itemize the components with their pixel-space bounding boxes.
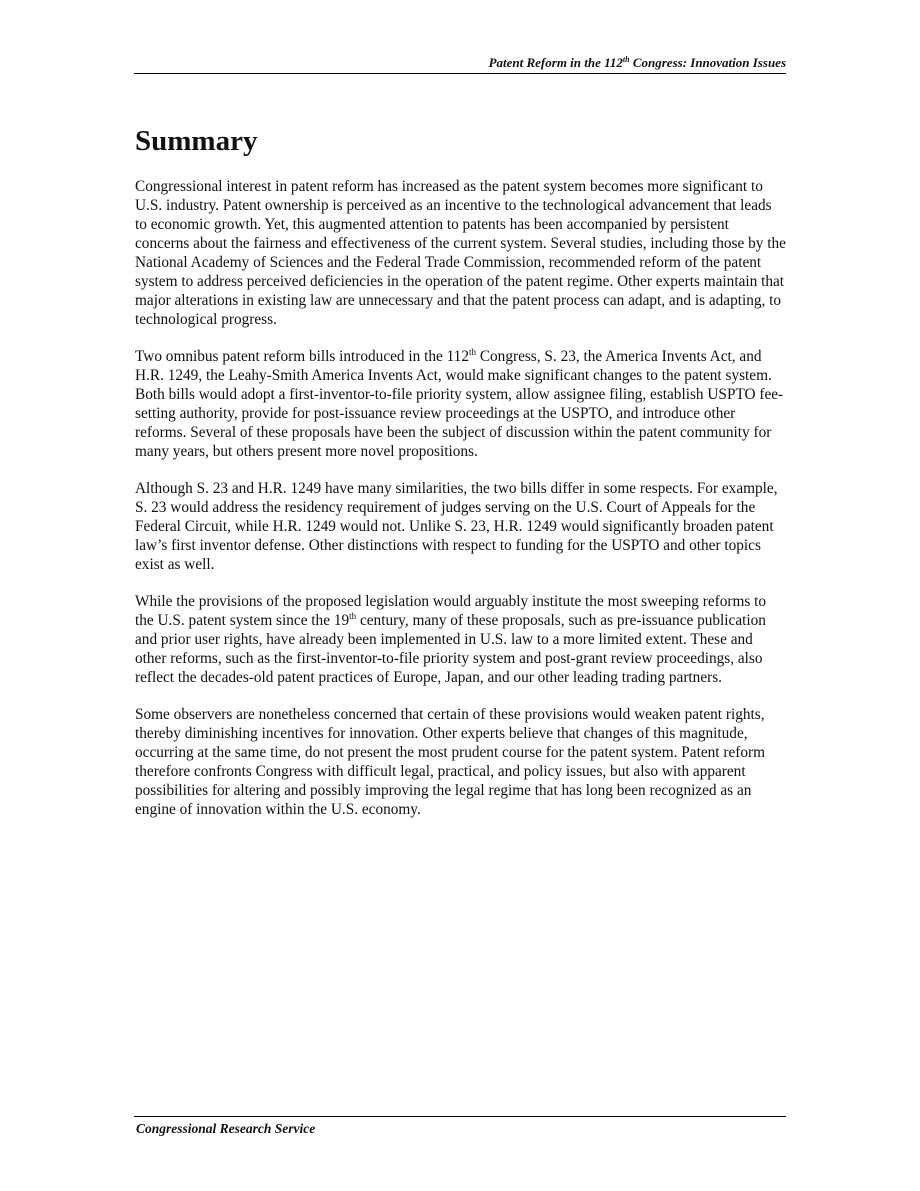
paragraph-4-start: While the provisions of the proposed legislation would arguably institute the most sweeping reforms to the U.S. patent system since the 19 <box>135 593 767 629</box>
summary-paragraph-3: Although S. 23 and H.R. 1249 have many similarities, the two bills differ in some respects. For example, S. 23 would address the residency requirement of judges serving on the U.S. Court of Appeals for the Federal Circuit, while H.R. 1249 would not. Unlike S. 23, H.R. 1249 would significantly broaden patent law’s first inventor defense. Other distinctions with respect to funding for the USPTO and other topics exist as well. <box>135 480 778 573</box>
running-footer: Congressional Research Service <box>136 1121 316 1136</box>
paragraph-2-superscript: th <box>468 347 476 357</box>
summary-paragraph-4 <box>135 592 787 687</box>
summary-paragraph-1: Congressional interest in patent reform has increased as the patent system becomes more significant to U.S. industry. Patent ownership is perceived as an incentive to the technological advancement that leads to economic growth. Yet, this augmented attention to patents has been accompanied by persistent concerns about the fairness and effectiveness of the current system. Several studies, including those by the National Academy of Sciences and the Federal Trade Commission, recommended reform of the patent system to address perceived deficiencies in the operation of the patent regime. Other experts maintain that major alterations in existing law are unnecessary and that the patent process can adapt, and is adapting, to technological progress. <box>135 178 786 328</box>
footer-divider <box>134 1116 786 1117</box>
header-title-end: Congress: Innovation Issues <box>629 55 786 70</box>
paragraph-2-start: Two omnibus patent reform bills introduced in the 112 <box>135 348 469 365</box>
summary-paragraph-5: Some observers are nonetheless concerned that certain of these provisions would weaken patent rights, thereby diminishing incentives for innovation. Other experts believe that changes of this magnitude, occurring at the same time, do not present the most prudent course for the patent system. Patent reform therefore confronts Congress with difficult legal, practical, and policy issues, but also with apparent possibilities for altering and possibly improving the legal regime that has long been recognized as an engine of innovation within the U.S. economy. <box>135 706 765 818</box>
summary-body <box>135 177 787 837</box>
summary-paragraph-2 <box>135 347 787 461</box>
running-header <box>134 55 786 71</box>
header-title-superscript: th <box>622 55 630 64</box>
header-divider <box>134 73 786 74</box>
paragraph-4-superscript: th <box>349 611 357 621</box>
paragraph-4-end: century, many of these proposals, such as pre-issuance publication and prior user rights, have already been implemented in U.S. law to a more limited extent. These and other reforms, such as the first-inventor-to-file priority system and post-grant review proceedings, also reflect the decades-old patent practices of Europe, Japan, and our other leading trading partners. <box>135 612 766 686</box>
section-heading: Summary <box>135 125 258 157</box>
header-title-start: Patent Reform in the 112 <box>488 55 623 70</box>
paragraph-2-end: Congress, S. 23, the America Invents Act, and H.R. 1249, the Leahy-Smith America Invents Act, would make significant changes to the patent system. Both bills would adopt a first-inventor-to-file priority system, allow assignee filing, establish USPTO fee-setting authority, provide for post-issuance review proceedings at the USPTO, and introduce other reforms. Several of these proposals have been the subject of discussion within the patent community for many years, but others present more novel propositions. <box>135 348 784 460</box>
